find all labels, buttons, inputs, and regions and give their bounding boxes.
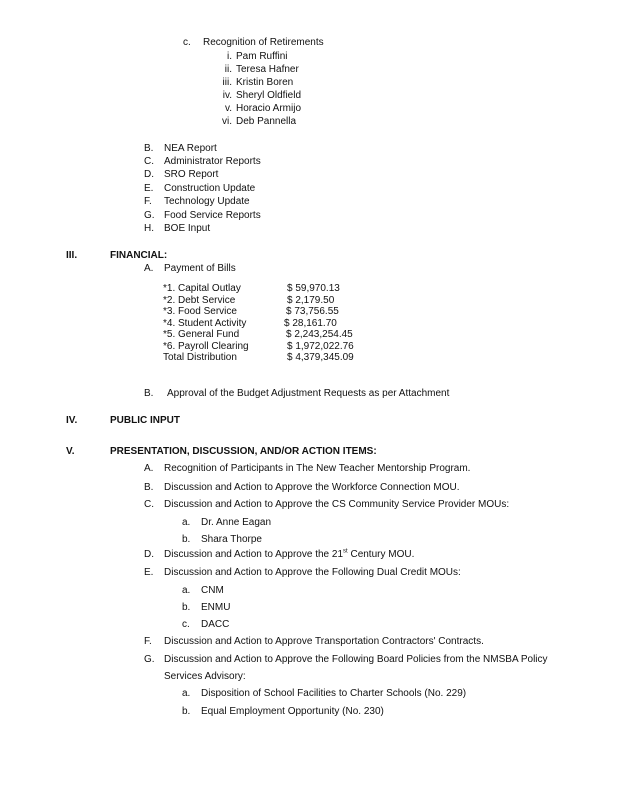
list-marker: C. [144,499,154,510]
report-item: SRO Report [164,169,219,180]
payment-of-bills: Payment of Bills [164,263,236,274]
list-marker: E. [144,183,154,194]
report-item: Technology Update [164,196,250,207]
section-numeral: V. [66,446,75,457]
list-marker: F. [144,196,152,207]
sub-item: ENMU [201,602,231,613]
list-marker: a. [182,688,191,699]
bill-name: *6. Payroll Clearing [163,341,249,352]
bill-amount: $ 2,243,254.45 [286,329,353,340]
section-heading-public-input: PUBLIC INPUT [110,415,180,426]
retiree-name: Pam Ruffini [236,51,288,62]
list-marker: G. [144,654,155,665]
superscript: st [343,548,348,555]
list-marker: G. [144,210,155,221]
action-item [164,549,414,561]
list-marker: C. [144,156,154,167]
bill-name: *3. Food Service [163,306,237,317]
list-marker: a. [182,585,191,596]
bill-name: *2. Debt Service [163,295,236,306]
list-marker: b. [182,602,191,613]
bill-name: *5. General Fund [163,329,240,340]
bill-amount: $ 1,972,022.76 [287,341,354,352]
sub-item: CNM [201,585,224,596]
bill-name: *4. Student Activity [163,318,247,329]
retiree-name: Teresa Hafner [236,64,299,75]
report-item: NEA Report [164,143,217,154]
action-item: Discussion and Action to Approve the CS Community Service Provider MOUs: [164,499,510,510]
list-marker: b. [182,534,191,545]
retiree-name: Deb Pannella [236,116,297,127]
section-heading-presentation: PRESENTATION, DISCUSSION, AND/OR ACTION ITEMS: [110,446,377,457]
action-item: Recognition of Participants in The New Teacher Mentorship Program. [164,463,471,474]
bill-amount: $ 2,179.50 [287,295,335,306]
list-marker: A. [144,263,154,274]
list-marker: iv. [222,90,232,101]
bill-total-label: Total Distribution [163,352,237,363]
action-item: Discussion and Action to Approve the Workforce Connection MOU. [164,482,460,493]
sub-item: Shara Thorpe [201,534,262,545]
section-heading-financial: FINANCIAL: [110,250,168,261]
retiree-name: Sheryl Oldfield [236,90,302,101]
bill-amount: $ 73,756.55 [286,306,339,317]
action-text: Discussion and Action to Approve the 21 [164,549,344,560]
bill-name: *1. Capital Outlay [163,283,241,294]
list-marker: F. [144,636,152,647]
list-marker: B. [144,482,154,493]
list-marker: c. [183,37,191,48]
sub-item: Disposition of School Facilities to Charter Schools (No. 229) [201,688,467,699]
report-item: Food Service Reports [164,210,261,221]
report-item: BOE Input [164,223,211,234]
sub-item: DACC [201,619,230,630]
list-marker: D. [144,169,154,180]
list-marker: B. [144,388,154,399]
retiree-name: Kristin Boren [236,77,294,88]
section-numeral: IV. [66,415,78,426]
list-marker: ii. [224,64,232,75]
list-marker: A. [144,463,154,474]
list-marker: iii. [222,77,232,88]
list-marker: E. [144,567,154,578]
list-marker: i. [227,51,232,62]
retirements-title: Recognition of Retirements [203,37,324,48]
section-numeral: III. [66,250,78,261]
report-item: Administrator Reports [164,156,261,167]
bill-amount: $ 28,161.70 [284,318,337,329]
list-marker: H. [144,223,154,234]
report-item: Construction Update [164,183,256,194]
list-marker: D. [144,549,154,560]
list-marker: b. [182,706,191,717]
budget-adjustment-item: Approval of the Budget Adjustment Requests as per Attachment [167,388,450,399]
action-item: Discussion and Action to Approve Transportation Contractors' Contracts. [164,636,484,647]
retiree-name: Horacio Armijo [236,103,302,114]
sub-item: Equal Employment Opportunity (No. 230) [201,706,384,717]
list-marker: c. [182,619,190,630]
list-marker: vi. [222,116,232,127]
list-marker: v. [224,103,232,114]
bill-total-amount: $ 4,379,345.09 [287,352,354,363]
action-item: Discussion and Action to Approve the Following Board Policies from the NMSBA Policy [164,654,548,665]
action-item: Discussion and Action to Approve the Following Dual Credit MOUs: [164,567,461,578]
sub-item: Dr. Anne Eagan [201,517,272,528]
action-item-continued: Services Advisory: [164,671,246,682]
bill-amount: $ 59,970.13 [287,283,340,294]
list-marker: a. [182,517,191,528]
list-marker: B. [144,143,154,154]
action-text: Century MOU. [347,549,415,560]
